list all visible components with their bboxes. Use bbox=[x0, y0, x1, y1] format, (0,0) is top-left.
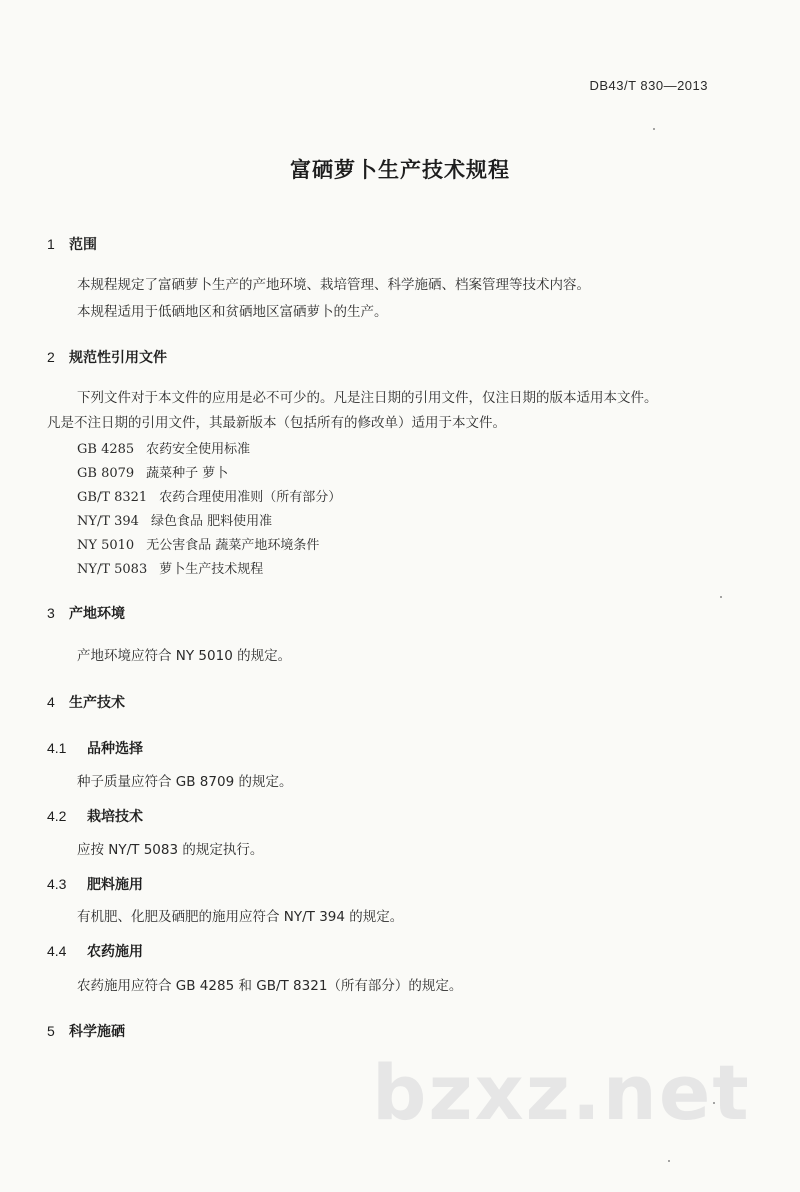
variety-text: 种子质量应符合 GB 8709 的规定。 bbox=[77, 774, 293, 790]
document-title: 富硒萝卜生产技术规程 bbox=[290, 158, 510, 182]
section-heading-2 bbox=[47, 347, 167, 367]
normative-intro-line-1: 下列文件对于本文件的应用是必不可少的。凡是注日期的引用文件，仅注日期的版本适用本文件。 bbox=[77, 390, 658, 406]
reference-code: GB 8079 bbox=[77, 466, 135, 481]
reference-item bbox=[77, 486, 341, 505]
reference-name: 蔬菜种子 萝卜 bbox=[146, 466, 229, 481]
section-heading-1 bbox=[47, 234, 97, 254]
reference-item bbox=[77, 462, 228, 481]
section-number: 4.1 bbox=[47, 740, 67, 756]
section-number: 2 bbox=[47, 349, 55, 365]
reference-item bbox=[77, 558, 263, 577]
section-number: 5 bbox=[47, 1023, 55, 1039]
section-title: 品种选择 bbox=[87, 741, 143, 757]
section-number: 3 bbox=[47, 605, 55, 621]
section-heading-3 bbox=[47, 603, 125, 623]
section-number: 4.3 bbox=[47, 876, 67, 892]
reference-item bbox=[77, 534, 319, 553]
section-heading-5 bbox=[47, 1021, 125, 1041]
standard-code: DB43/T 830—2013 bbox=[589, 78, 708, 93]
reference-code: GB/T 8321 bbox=[77, 490, 148, 505]
scan-speck bbox=[653, 128, 655, 130]
reference-name: 萝卜生产技术规程 bbox=[159, 562, 264, 577]
section-number: 4.4 bbox=[47, 943, 67, 959]
section-heading-4 bbox=[47, 692, 125, 712]
reference-code: NY/T 5083 bbox=[77, 562, 148, 577]
section-title: 产地环境 bbox=[69, 606, 125, 622]
reference-code: GB 4285 bbox=[77, 442, 135, 457]
reference-code: NY 5010 bbox=[77, 538, 135, 553]
normative-intro-line-2: 凡是不注日期的引用文件，其最新版本（包括所有的修改单）适用于本文件。 bbox=[47, 415, 506, 431]
reference-item bbox=[77, 438, 250, 457]
section-heading-4-2 bbox=[47, 806, 143, 826]
cultivation-text: 应按 NY/T 5083 的规定执行。 bbox=[77, 842, 264, 858]
fertilizer-text: 有机肥、化肥及硒肥的施用应符合 NY/T 394 的规定。 bbox=[77, 909, 404, 925]
section-number: 4 bbox=[47, 694, 55, 710]
section-title: 肥料施用 bbox=[87, 877, 143, 893]
scope-line-1: 本规程规定了富硒萝卜生产的产地环境、栽培管理、科学施硒、档案管理等技术内容。 bbox=[77, 277, 590, 293]
section-heading-4-1 bbox=[47, 738, 143, 758]
pesticide-text: 农药施用应符合 GB 4285 和 GB/T 8321（所有部分）的规定。 bbox=[77, 978, 463, 994]
section-title: 范围 bbox=[69, 237, 97, 253]
scope-line-2: 本规程适用于低硒地区和贫硒地区富硒萝卜的生产。 bbox=[77, 304, 388, 320]
section-title: 科学施硒 bbox=[69, 1024, 125, 1040]
section-heading-4-3 bbox=[47, 874, 143, 894]
reference-name: 农药合理使用准则（所有部分） bbox=[159, 490, 342, 505]
reference-code: NY/T 394 bbox=[77, 514, 139, 529]
scan-speck bbox=[668, 1160, 670, 1162]
section-title: 规范性引用文件 bbox=[69, 350, 167, 366]
section-title: 栽培技术 bbox=[87, 809, 143, 825]
reference-name: 绿色食品 肥料使用准 bbox=[150, 514, 273, 529]
reference-name: 农药安全使用标准 bbox=[146, 442, 251, 457]
reference-name: 无公害食品 蔬菜产地环境条件 bbox=[146, 538, 320, 553]
reference-item bbox=[77, 510, 272, 529]
section-number: 4.2 bbox=[47, 808, 67, 824]
watermark: bzxz.net bbox=[372, 1048, 751, 1137]
section-title: 生产技术 bbox=[69, 695, 125, 711]
section-title: 农药施用 bbox=[87, 944, 143, 960]
section-number: 1 bbox=[47, 236, 55, 252]
scan-speck bbox=[720, 596, 722, 598]
section-heading-4-4 bbox=[47, 941, 143, 961]
environment-text: 产地环境应符合 NY 5010 的规定。 bbox=[77, 648, 292, 664]
